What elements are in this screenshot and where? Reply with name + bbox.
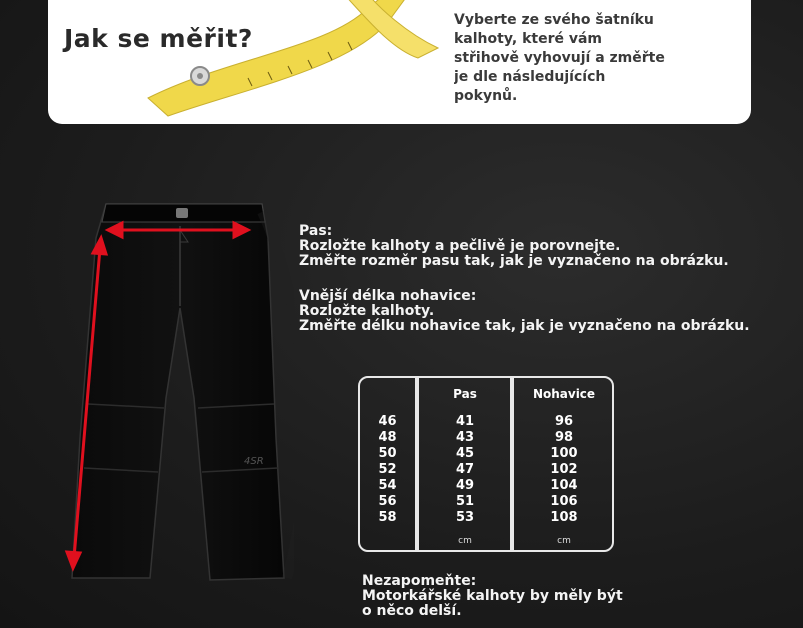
waist-cell: 43 bbox=[455, 430, 475, 445]
waist-step: Změřte rozměr pasu tak, jak je vyznačeno na obrázku. bbox=[299, 253, 729, 269]
leg-cell: 100 bbox=[550, 446, 578, 461]
waist-cell: 47 bbox=[455, 462, 475, 477]
waist-cell: 41 bbox=[455, 414, 475, 429]
size-cell: 48 bbox=[378, 430, 397, 445]
column-divider bbox=[510, 378, 514, 550]
measuring-tape-illustration bbox=[108, 0, 468, 124]
size-cell: 46 bbox=[378, 414, 397, 429]
reminder-line: Motorkářské kalhoty by měly být bbox=[362, 588, 623, 604]
pants-illustration bbox=[62, 198, 294, 586]
leg-cell: 106 bbox=[550, 494, 578, 509]
size-cell: 58 bbox=[378, 510, 397, 525]
waist-heading: Pas: bbox=[299, 223, 333, 239]
reminder-note bbox=[362, 574, 623, 619]
size-table bbox=[358, 376, 614, 552]
header-waist: Pas bbox=[453, 387, 477, 401]
size-cell: 52 bbox=[378, 462, 397, 477]
page-title: Jak se měřit? bbox=[64, 24, 253, 53]
size-cell: 54 bbox=[378, 478, 397, 493]
intro-line: střihově vyhovují a změřte bbox=[454, 50, 665, 66]
waist-unit: cm bbox=[458, 536, 472, 546]
header-banner bbox=[48, 0, 751, 124]
intro-line: Vyberte ze svého šatníku bbox=[454, 12, 654, 28]
reminder-heading: Nezapomeňte: bbox=[362, 573, 477, 589]
column-divider bbox=[415, 378, 419, 550]
waist-cell: 53 bbox=[455, 510, 475, 525]
leg-cell: 102 bbox=[550, 462, 578, 477]
leg-step: Změřte délku nohavice tak, jak je vyznačeno na obrázku. bbox=[299, 318, 750, 334]
intro-line: kalhoty, které vám bbox=[454, 31, 602, 47]
size-cell: 50 bbox=[378, 446, 397, 461]
header-leg: Nohavice bbox=[532, 387, 596, 401]
leg-unit: cm bbox=[557, 536, 571, 546]
waist-cell: 51 bbox=[455, 494, 475, 509]
brand-logo: 4SR bbox=[244, 456, 264, 467]
waist-step: Rozložte kalhoty a pečlivě je porovnejte. bbox=[299, 238, 621, 254]
waist-cell: 49 bbox=[455, 478, 475, 493]
leg-heading: Vnější délka nohavice: bbox=[299, 288, 477, 304]
leg-cell: 98 bbox=[554, 430, 574, 445]
intro-line: pokynů. bbox=[454, 88, 518, 104]
pants-graphic bbox=[62, 198, 294, 586]
waist-cell: 45 bbox=[455, 446, 475, 461]
leg-step: Rozložte kalhoty. bbox=[299, 303, 435, 319]
intro-line: je dle následujících bbox=[454, 69, 606, 85]
leg-cell: 104 bbox=[550, 478, 578, 493]
measurement-instructions bbox=[299, 224, 799, 334]
leg-cell: 108 bbox=[550, 510, 578, 525]
leg-cell: 96 bbox=[554, 414, 574, 429]
size-cell: 56 bbox=[378, 494, 397, 509]
intro-text bbox=[454, 11, 669, 106]
reminder-line: o něco delší. bbox=[362, 603, 462, 619]
